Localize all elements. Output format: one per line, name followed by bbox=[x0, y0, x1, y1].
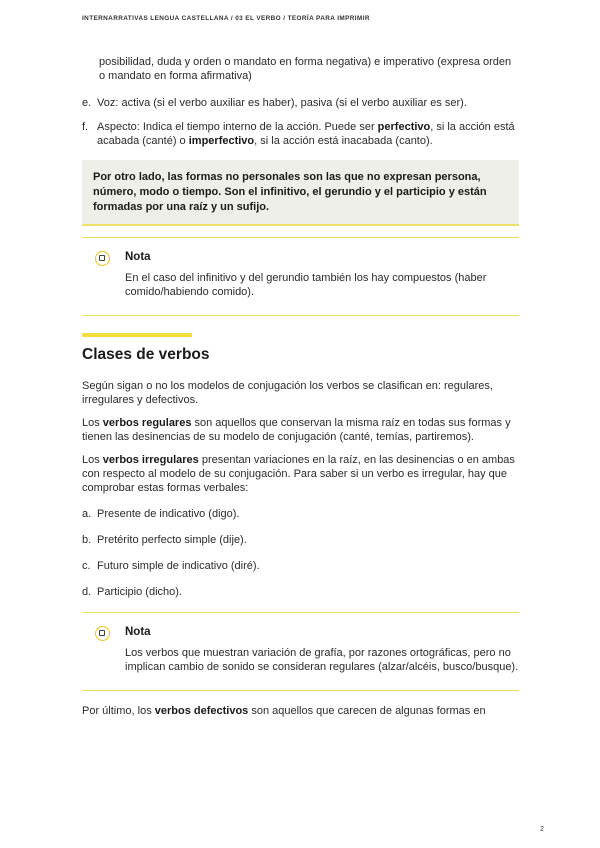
note-text: Los verbos que muestran variación de grafía, por razones ortográficas, pero no implican cambio de sonido se consideran regulares (alzar/alcéis, busco/busque). bbox=[125, 647, 519, 673]
text-post: presentan variaciones en la raíz, en las desinencias o en ambas con respecto al modelo de su conjugación. Para saber si un verbo es irregular, hay que comprobar estas formas verbales: bbox=[82, 454, 515, 494]
list-item-voz bbox=[82, 96, 519, 110]
continued-paragraph: posibilidad, duda y orden o mandato en forma negativa) e imperativo (expresa orden o mandato en forma afirmativa) bbox=[99, 56, 512, 82]
paragraph-regulares bbox=[82, 416, 519, 444]
section-accent-bar bbox=[82, 333, 192, 337]
note-box-2 bbox=[82, 612, 519, 691]
term-verbos-regulares: verbos regulares bbox=[102, 417, 192, 429]
list-item-a bbox=[82, 507, 519, 521]
document-header: INTERNARRATIVAS LENGUA CASTELLANA / 03 EL VERBO / TEORÍA PARA IMPRIMIR bbox=[82, 15, 370, 22]
note-text: En el caso del infinitivo y del gerundio también los hay compuestos (haber comido/habiendo comido). bbox=[125, 272, 487, 298]
term-verbos-irregulares: verbos irregulares bbox=[102, 454, 199, 466]
page-number: 2 bbox=[540, 826, 544, 833]
note-title: Nota bbox=[125, 626, 151, 638]
term-verbos-defectivos: verbos defectivos bbox=[154, 705, 249, 717]
list-item-aspecto bbox=[82, 120, 519, 148]
callout-text: Por otro lado, las formas no personales son las que no expresan persona, número, modo o tiempo. Son el infinitivo, el gerundio y el participio y están formadas por una raíz y un sufijo. bbox=[93, 171, 487, 213]
list-item-text: Pretérito perfecto simple (dije). bbox=[97, 534, 247, 546]
section-title: Clases de verbos bbox=[82, 346, 210, 363]
list-marker: e. bbox=[82, 97, 92, 109]
list-marker: c. bbox=[82, 560, 91, 572]
list-marker: a. bbox=[82, 508, 92, 520]
note-icon bbox=[95, 626, 110, 641]
paragraph-defectivos bbox=[82, 704, 519, 718]
list-item-text: Participio (dicho). bbox=[97, 586, 182, 598]
term-imperfectivo: imperfectivo bbox=[188, 135, 255, 147]
list-item-c bbox=[82, 559, 519, 573]
list-marker: f. bbox=[82, 121, 89, 133]
aspecto-text-1: Aspecto: Indica el tiempo interno de la acción. Puede ser bbox=[97, 121, 378, 133]
note-box-1 bbox=[82, 237, 519, 316]
list-item-text: Presente de indicativo (digo). bbox=[97, 508, 240, 520]
highlight-callout bbox=[82, 160, 519, 226]
list-item-d bbox=[82, 585, 519, 599]
note-title: Nota bbox=[125, 251, 151, 263]
list-item-text: Futuro simple de indicativo (diré). bbox=[97, 560, 260, 572]
paragraph-irregulares bbox=[82, 453, 519, 495]
text-pre: Por último, los bbox=[82, 705, 155, 717]
page-content bbox=[82, 55, 519, 718]
list-item-b bbox=[82, 533, 519, 547]
text-post: son aquellos que carecen de algunas formas en bbox=[248, 705, 486, 717]
aspecto-text-2: , si la acción está acabada (canté) o bbox=[97, 121, 515, 147]
list-marker: b. bbox=[82, 534, 92, 546]
list-item-text: Voz: activa (si el verbo auxiliar es haber), pasiva (si el verbo auxiliar es ser). bbox=[97, 97, 467, 109]
text-pre: Los bbox=[82, 417, 103, 429]
term-perfectivo: perfectivo bbox=[377, 121, 431, 133]
aspecto-text-3: , si la acción está inacabada (canto). bbox=[254, 135, 433, 147]
section-intro: Según sigan o no los modelos de conjugación los verbos se clasifican en: regulares, irregulares y defectivos. bbox=[82, 380, 493, 406]
text-pre: Los bbox=[82, 454, 103, 466]
note-icon bbox=[95, 251, 110, 266]
list-marker: d. bbox=[82, 586, 92, 598]
text-post: son aquellos que conservan la misma raíz en todas sus formas y tienen las desinencias de su modelo de conjugación (canté, temías, partiremos). bbox=[82, 417, 511, 443]
